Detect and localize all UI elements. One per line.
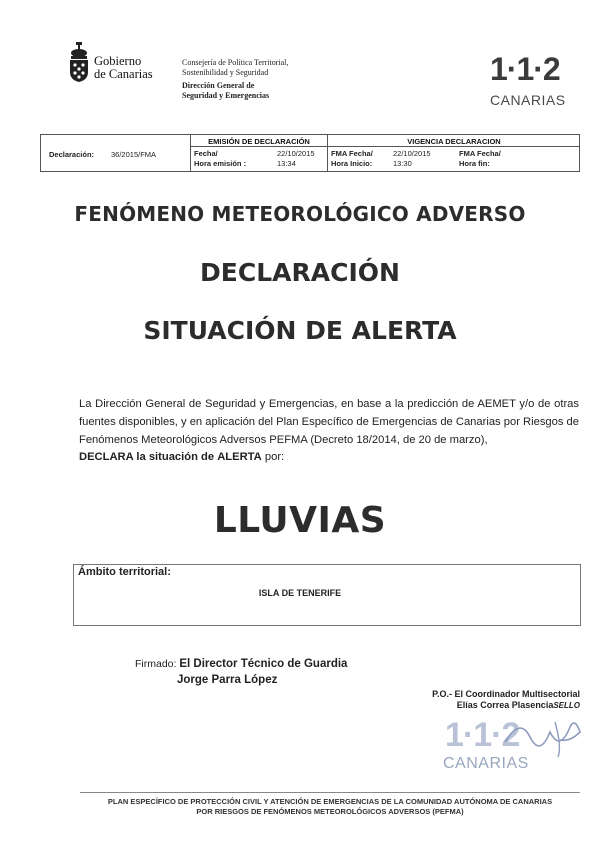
firmado-label: Firmado: xyxy=(135,658,177,670)
inicio-hora-value: 13:30 xyxy=(393,159,412,168)
footer-divider xyxy=(80,792,580,793)
table-divider xyxy=(190,135,191,171)
dept-line4: Seguridad y Emergencias xyxy=(182,90,270,100)
dept-line1: Consejería de Política Territorial, xyxy=(182,58,289,67)
ambito-label: Ámbito territorial: xyxy=(78,566,171,578)
emision-header: EMISIÓN DE DECLARACIÓN xyxy=(208,137,310,146)
director-name: Jorge Parra López xyxy=(177,674,278,686)
hora-fin-label: Hora fin: xyxy=(459,159,490,168)
emision-fecha-value: 22/10/2015 xyxy=(277,149,315,158)
fecha-label: Fecha/ xyxy=(194,149,218,158)
coordinator-line: P.O.- El Coordinador Multisectorial xyxy=(432,689,580,699)
declara-por: por: xyxy=(264,451,285,463)
sello-label: SELLO xyxy=(553,701,580,710)
coat-of-arms-icon xyxy=(68,42,90,82)
declaracion-label: Declaración: xyxy=(49,150,95,159)
declaracion-value: 36/2015/FMA xyxy=(111,150,157,159)
coordinator-block xyxy=(360,689,580,711)
inicio-fecha-value: 22/10/2015 xyxy=(393,149,431,158)
logo-112-text: CANARIAS xyxy=(490,92,566,108)
hora-emision-label: Hora emisión : xyxy=(194,159,247,168)
vigencia-header: VIGENCIA DECLARACION xyxy=(407,137,501,146)
handwritten-signature-icon xyxy=(500,712,590,762)
declaration-info-table xyxy=(40,134,580,172)
title-alert-situation: SITUACIÓN DE ALERTA xyxy=(143,316,457,345)
title-declaration: DECLARACIÓN xyxy=(200,258,400,287)
declara-alerta: ALERTA xyxy=(217,451,262,463)
footer-line1: PLAN ESPECÍFICO DE PROTECCIÓN CIVIL Y ATENCIÓN DE EMERGENCIAS DE LA COMUNIDAD AUTÓNOMA DE CANARIAS xyxy=(107,797,553,806)
hora-inicio-label: Hora Inicio: xyxy=(331,159,373,168)
government-name-line1: Gobierno xyxy=(94,54,142,68)
logo-112-number: 1·1·2 xyxy=(490,51,560,87)
fma-fecha-label: FMA Fecha/ xyxy=(331,149,373,158)
coordinator-name: Elías Correa Plasencia xyxy=(456,700,554,710)
ambito-value: ISLA DE TENERIFE xyxy=(258,588,342,598)
stamp-112-number: 1·1·2 xyxy=(445,716,520,754)
footer xyxy=(80,797,580,817)
title-phenomenon: FENÓMENO METEOROLÓGICO ADVERSO xyxy=(74,202,526,226)
phenomenon-title: LLUVIAS xyxy=(213,500,387,541)
body-paragraph: La Dirección General de Seguridad y Emergencias, en base a la predicción de AEMET y/o de otras fuentes disponibles, y en aplicación del Plan Específico de Emergencias de Canarias por Riesgos de Fenómenos Meteorológicos Adversos PEFMA (Decreto 18/2014, de 20 de marzo), xyxy=(79,398,580,447)
fma-fecha-fin-label: FMA Fecha/ xyxy=(459,149,501,158)
table-divider xyxy=(327,135,328,171)
declara-bold: DECLARA la situación de xyxy=(79,451,215,463)
government-name xyxy=(94,55,153,81)
dept-line3: Dirección General de xyxy=(182,81,255,90)
emision-hora-value: 13:34 xyxy=(277,159,296,168)
dept-line2: Sostenibilidad y Seguridad xyxy=(182,67,269,77)
government-name-line2: de Canarias xyxy=(94,67,153,81)
footer-line2: POR RIESGOS DE FENÓMENOS METEOROLÓGICOS ADVERSOS (PEFMA) xyxy=(196,807,464,816)
table-header-line xyxy=(190,146,580,147)
stamp-112-text: CANARIAS xyxy=(443,755,529,772)
director-title: El Director Técnico de Guardia xyxy=(179,658,348,670)
signed-by-block xyxy=(135,656,347,688)
declara-line xyxy=(79,448,284,466)
department-block xyxy=(182,58,288,100)
